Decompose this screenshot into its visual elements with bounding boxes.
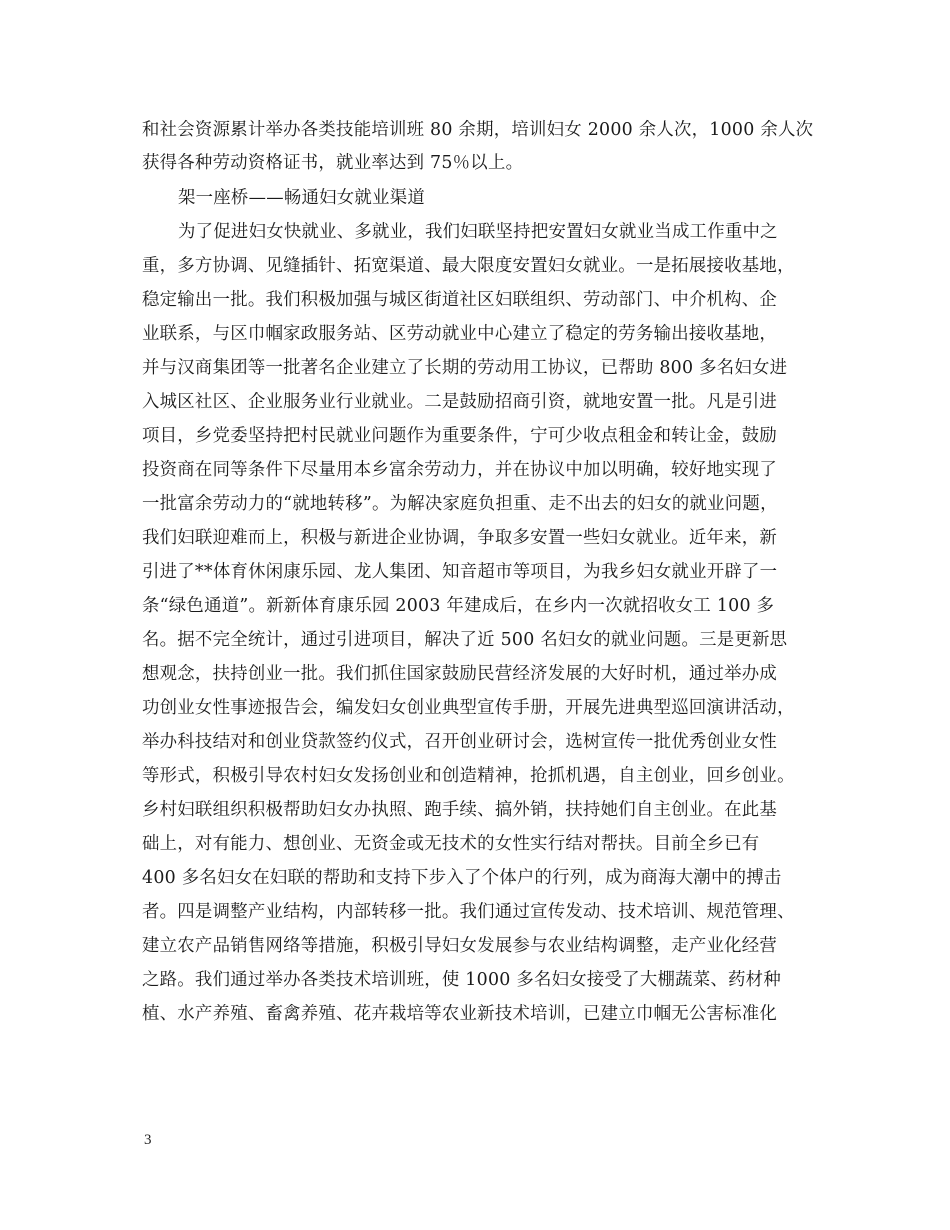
text-line: 我们妇联迎难而上，积极与新进企业协调，争取多安置一些妇女就业。近年来，新 bbox=[142, 528, 778, 548]
text-line: 功创业女性事迹报告会，编发妇女创业典型宣传手册，开展先进典型巡回演讲活动， bbox=[142, 698, 795, 718]
text-line: 乡村妇联组织积极帮助妇女办执照、跑手续、搞外销，扶持她们自主创业。在此基 bbox=[142, 800, 778, 820]
text-line: 之路。我们通过举办各类技术培训班，使 1000 多名妇女接受了大棚蔬菜、药材种 bbox=[142, 970, 781, 990]
text-line: 一批富余劳动力的“就地转移”。为解决家庭负担重、走不出去的妇女的就业问题， bbox=[142, 494, 778, 514]
text-line: 并与汉商集团等一批著名企业建立了长期的劳动用工协议，已帮助 800 多名妇女进 bbox=[142, 358, 788, 378]
text-line: 和社会资源累计举办各类技能培训班 80 余期，培训妇女 2000 余人次，1000 余人次 bbox=[142, 120, 814, 140]
text-line: 举办科技结对和创业贷款签约仪式，召开创业研讨会，选树宣传一批优秀创业女性 bbox=[142, 732, 778, 752]
text-line: 获得各种劳动资格证书，就业率达到 75％以上。 bbox=[142, 153, 524, 173]
section-heading: 架一座桥——畅通妇女就业渠道 bbox=[178, 188, 425, 208]
text-line: 者。四是调整产业结构，内部转移一批。我们通过宣传发动、技术培训、规范管理、 bbox=[142, 902, 795, 922]
text-line: 植、水产养殖、畜禽养殖、花卉栽培等农业新技术培训，已建立巾帼无公害标准化 bbox=[142, 1004, 778, 1024]
text-line: 引进了**体育休闲康乐园、龙人集团、知音超市等项目，为我乡妇女就业开辟了一 bbox=[142, 562, 778, 582]
text-line: 项目，乡党委坚持把村民就业问题作为重要条件，宁可少收点租金和转让金，鼓励 bbox=[142, 426, 778, 446]
text-line: 重，多方协调、见缝插针、拓宽渠道、最大限度安置妇女就业。一是拓展接收基地， bbox=[142, 256, 795, 276]
text-line: 想观念，扶持创业一批。我们抓住国家鼓励民营经济发展的大好时机，通过举办成 bbox=[142, 664, 778, 684]
text-line: 等形式，积极引导农村妇女发扬创业和创造精神，抢抓机遇，自主创业，回乡创业。 bbox=[142, 766, 795, 786]
text-line: 为了促进妇女快就业、多就业，我们妇联坚持把安置妇女就业当成工作重中之 bbox=[178, 222, 778, 242]
page-number: 3 bbox=[144, 1132, 152, 1148]
text-line: 础上，对有能力、想创业、无资金或无技术的女性实行结对帮扶。目前全乡已有 bbox=[142, 834, 760, 854]
text-line: 入城区社区、企业服务业行业就业。二是鼓励招商引资，就地安置一批。凡是引进 bbox=[142, 392, 778, 412]
text-line: 名。据不完全统计，通过引进项目，解决了近 500 名妇女的就业问题。三是更新思 bbox=[142, 630, 788, 650]
text-line: 建立农产品销售网络等措施，积极引导妇女发展参与农业结构调整，走产业化经营 bbox=[142, 936, 778, 956]
text-line: 业联系，与区巾帼家政服务站、区劳动就业中心建立了稳定的劳务输出接收基地， bbox=[142, 324, 778, 344]
text-line: 稳定输出一批。我们积极加强与城区街道社区妇联组织、劳动部门、中介机构、企 bbox=[142, 290, 778, 310]
text-line: 投资商在同等条件下尽量用本乡富余劳动力，并在协议中加以明确，较好地实现了 bbox=[142, 460, 778, 480]
text-line: 400 多名妇女在妇联的帮助和支持下步入了个体户的行列，成为商海大潮中的搏击 bbox=[142, 868, 782, 888]
text-line: 条“绿色通道”。新新体育康乐园 2003 年建成后，在乡内一次就招收女工 100 多 bbox=[142, 596, 775, 616]
